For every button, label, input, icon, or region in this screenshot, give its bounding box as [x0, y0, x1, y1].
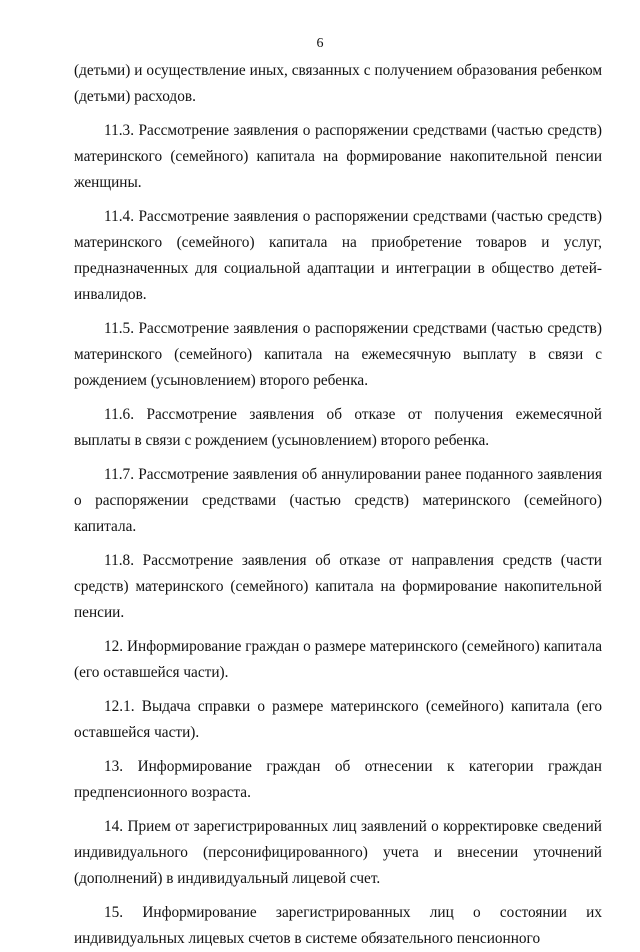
page-number: 6: [316, 36, 324, 51]
paragraph-11-5: 11.5. Рассмотрение заявления о распоряжении средствами (частью средств) материнского (семейного) капитала на ежемесячную выплату в связи с рождением (усыновлением) второго ребенка.: [74, 320, 602, 389]
paragraph-11-3: 11.3. Рассмотрение заявления о распоряжении средствами (частью средств) материнского (семейного) капитала на формирование накопительной пенсии женщины.: [74, 122, 602, 191]
paragraph-14: 14. Прием от зарегистрированных лиц заявлений о корректировке сведений индивидуального (персонифицированного) учета и внесении уточнений (дополнений) в индивидуальный лицевой счет.: [74, 818, 602, 887]
document-body: [74, 58, 602, 952]
paragraph-11-6: 11.6. Рассмотрение заявления об отказе от получения ежемесячной выплаты в связи с рождением (усыновлением) второго ребенка.: [74, 406, 602, 449]
paragraph-13: 13. Информирование граждан об отнесении к категории граждан предпенсионного возраста.: [74, 758, 602, 801]
paragraph-11-4: 11.4. Рассмотрение заявления о распоряжении средствами (частью средств) материнского (семейного) капитала на приобретение товаров и услуг, предназначенных для социальной адаптации и интеграции в общество детей-инвалидов.: [74, 208, 602, 303]
paragraph-12: 12. Информирование граждан о размере материнского (семейного) капитала (его оставшейся части).: [74, 638, 602, 681]
paragraph-11-8: 11.8. Рассмотрение заявления об отказе от направления средств (части средств) материнского (семейного) капитала на формирование накопительной пенсии.: [74, 552, 602, 621]
paragraph-11-7: 11.7. Рассмотрение заявления об аннулировании ранее поданного заявления о распоряжении средствами (частью средств) материнского (семейного) капитала.: [74, 466, 602, 535]
paragraph-continuation: (детьми) и осуществление иных, связанных с получением образования ребенком (детьми) расходов.: [74, 62, 602, 105]
paragraph-15: 15. Информирование зарегистрированных лиц о состоянии их индивидуальных лицевых счетов в системе обязательного пенсионного: [74, 904, 602, 947]
paragraph-12-1: 12.1. Выдача справки о размере материнского (семейного) капитала (его оставшейся части).: [74, 698, 602, 741]
